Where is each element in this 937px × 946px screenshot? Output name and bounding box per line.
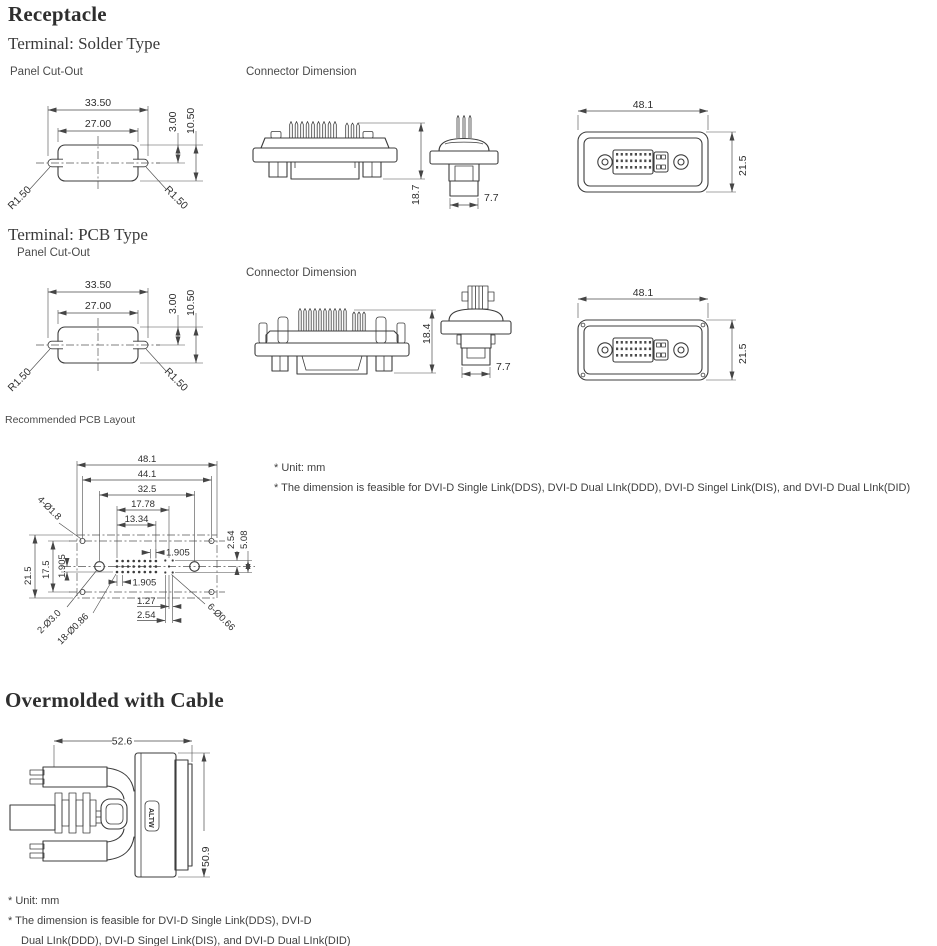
pcb-connector-dimension-label: Connector Dimension	[246, 267, 357, 279]
layout-note-feasible: * The dimension is feasible for DVI-D Single Link(DDS), DVI-D Dual LInk(DDD), DVI-D Singel Link(DIS), and DVI-D Dual LInk(DID)	[274, 482, 911, 494]
brand-text: ALTW	[147, 808, 154, 828]
solder-panel-cutout-label: Panel Cut-Out	[10, 66, 83, 78]
dim-text: 44.1	[137, 469, 157, 480]
dim-front-height	[706, 320, 749, 380]
callout-corner-holes	[35, 494, 81, 539]
dim-text: 5.08	[239, 530, 250, 549]
thumbscrew-top	[30, 767, 107, 787]
radius-text: R1.50	[5, 183, 34, 213]
overmold-section-heading: Overmolded with Cable	[5, 688, 224, 712]
solder-connector-dimension-label: Connector Dimension	[246, 66, 357, 78]
dim-text: 18.4	[421, 323, 433, 344]
cutout-outline	[36, 136, 160, 190]
pcb-front-view-drawing	[555, 285, 765, 397]
radius-text: R1.50	[5, 365, 34, 395]
dim-text: 1.27	[137, 596, 156, 607]
dim-text: 48.1	[137, 454, 157, 465]
dim-text: 1.905	[166, 547, 190, 559]
dim-text: 27.00	[84, 118, 112, 130]
dim-text: 17.5	[41, 560, 52, 579]
dim-end-width	[450, 192, 499, 209]
dim-text: 1.905	[57, 554, 68, 578]
dim-overmold-length	[54, 736, 192, 768]
dim-text: 18.7	[410, 184, 422, 205]
dim-text: 17.78	[131, 499, 155, 510]
dim-text: 32.5	[137, 484, 157, 495]
dim-front-height	[706, 132, 749, 192]
brand-label	[145, 801, 159, 831]
callout-text: 6-Ø0.66	[204, 601, 237, 634]
dim-text: 52.6	[111, 735, 133, 748]
page-title: Receptacle	[8, 2, 107, 26]
overmold-note-unit: * Unit: mm	[8, 895, 60, 907]
dim-text: 21.5	[737, 155, 749, 176]
dim-text: 21.5	[23, 566, 34, 585]
dim-text: 1.905	[132, 577, 157, 589]
dim-1905-bottom	[109, 575, 156, 589]
pcb-layout-label: Recommended PCB Layout	[5, 414, 136, 426]
dim-text: 48.1	[632, 287, 654, 299]
radius-text: R1.50	[161, 183, 191, 212]
microcross-pins	[657, 155, 666, 169]
pcb-layout-drawing	[15, 438, 315, 668]
dim-text: 7.7	[484, 192, 499, 204]
dim-front-width	[578, 287, 708, 318]
signal-pin-grid	[616, 153, 651, 169]
layout-note-unit: * Unit: mm	[274, 462, 326, 474]
solder-panel-cutout-drawing	[6, 86, 234, 222]
callout-text: 18-Ø0.86	[55, 611, 92, 648]
pcb-section-heading: Terminal: PCB Type	[8, 225, 148, 244]
dim-text: 2.54	[226, 530, 237, 549]
radius-callout-right	[146, 349, 190, 394]
radius-text: R1.50	[161, 365, 191, 394]
pcb-side-view-drawing	[242, 256, 442, 382]
connector-end-outline	[441, 286, 511, 365]
callout-signal-holes	[55, 574, 116, 647]
dim-front-width	[578, 99, 708, 130]
cable-outline	[10, 793, 101, 833]
dim-text: 10.50	[185, 107, 197, 134]
solder-section-heading: Terminal: Solder Type	[8, 34, 161, 53]
dim-17-78	[117, 499, 169, 558]
dvi-face-outline	[578, 132, 708, 192]
callout-cross-holes	[172, 575, 237, 634]
overmold-cable-drawing	[8, 715, 238, 887]
radius-callout-right	[146, 167, 190, 212]
dim-side-height	[358, 123, 425, 205]
pcb-end-view-drawing	[428, 276, 544, 388]
dim-text: 33.50	[84, 97, 112, 109]
dim-end-width	[462, 361, 511, 378]
dim-1905-top	[142, 548, 190, 559]
dim-text: 2.54	[137, 610, 156, 621]
callout-text: 2-Ø3.0	[35, 607, 64, 637]
dim-text: 10.50	[185, 289, 197, 316]
solder-end-view-drawing	[420, 107, 536, 217]
solder-side-view-drawing	[243, 108, 433, 214]
dim-text: 27.00	[84, 300, 112, 312]
overmold-note-feasible-1: * The dimension is feasible for DVI-D Single Link(DDS), DVI-D	[8, 915, 312, 927]
signal-hole-grid	[117, 561, 156, 572]
overmold-note-feasible-2: Dual LInk(DDD), DVI-D Singel Link(DIS), and DVI-D Dual LInk(DID)	[21, 935, 351, 946]
overmold-body-outline	[101, 753, 192, 877]
callout-text: 4-Ø1.8	[34, 494, 64, 523]
dim-text: 13.34	[124, 514, 149, 525]
solder-front-view-drawing	[555, 97, 765, 209]
dim-text: 48.1	[632, 99, 654, 111]
radius-callout-left	[6, 349, 50, 394]
signal-pin-grid	[616, 341, 651, 357]
dim-text: 50.9	[200, 846, 212, 867]
pcb-panel-cutout-label: Panel Cut-Out	[17, 247, 90, 259]
dim-text: 3.00	[167, 293, 179, 314]
dim-text: 7.7	[496, 361, 511, 373]
thumbscrew-bottom	[30, 841, 107, 861]
dim-text: 3.00	[167, 111, 179, 132]
dim-side-height	[354, 310, 436, 373]
dim-text: 33.50	[84, 279, 112, 291]
dvi-face-outline	[578, 320, 708, 380]
dim-overmold-height	[178, 753, 212, 877]
connector-side-outline	[253, 122, 397, 180]
radius-callout-left	[6, 167, 50, 212]
microcross-pins	[657, 343, 666, 357]
connector-end-outline	[430, 116, 498, 197]
dim-text: 21.5	[737, 343, 749, 364]
cutout-outline	[36, 318, 160, 372]
pcb-panel-cutout-drawing	[6, 268, 234, 404]
connector-side-outline	[255, 309, 409, 375]
